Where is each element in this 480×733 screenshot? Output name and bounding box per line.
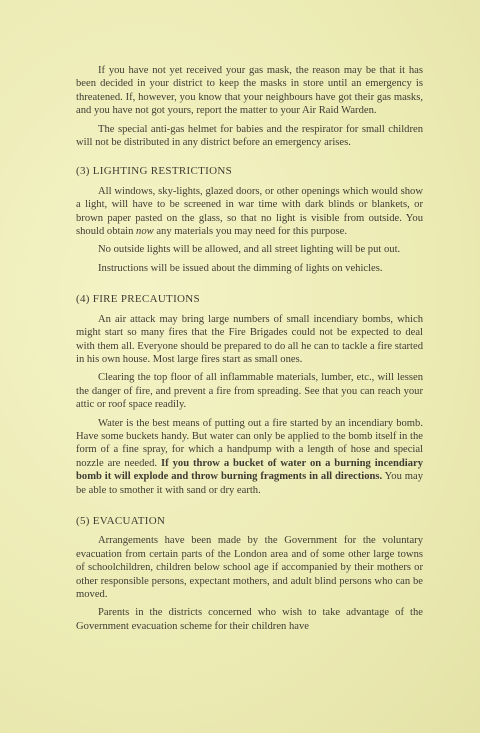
fire-paragraph-water [76, 417, 423, 497]
heading-evacuation: (5) EVACUATION [76, 514, 166, 527]
heading-fire-precautions: (4) FIRE PRECAUTIONS [76, 293, 200, 306]
fire-paragraph-air-attack: An air attack may bring large numbers of small incendiary bombs, which might start so many fires that the Fire Brigades could not be expected to deal with them all. Everyone should be prepared to do all he can to tackle a fire started in his own house. Most large fires start as small ones. [76, 313, 423, 365]
heading-lighting-restrictions: (3) LIGHTING RESTRICTIONS [76, 165, 232, 178]
evacuation-paragraph-parents: Parents in the districts concerned who wish to take advantage of the Government evacuation scheme for their children have [76, 607, 423, 632]
evacuation-paragraph-arrangements: Arrangements have been made by the Government for the voluntary evacuation from certain parts of the London area and of some other large towns of schoolchildren, children below school age if accompanied by their mothers or other responsible persons, expectant mothers, and adult blind persons who can be moved. [76, 535, 423, 600]
lighting-paragraph-outside: No outside lights will be allowed, and all street lighting will be put out. [98, 244, 401, 256]
lighting-text-b: any materials you may need for this purpose. [153, 226, 347, 238]
fire-paragraph-clearing: Clearing the top floor of all inflammable materials, lumber, etc., will lessen the danger of fire, and prevent a fire from spreading. See that you can reach your attic or roof space readily. [76, 372, 423, 411]
intro-paragraph-gas-mask: If you have not yet received your gas mask, the reason may be that it has been decided in your district to keep the masks in store until an emergency is threatened. If, however, you know that your neighbours have got their gas masks, and you have not got yours, report the matter to your Air Raid Warden. [76, 65, 423, 117]
fire-text-a: Water is the best means of putting out a fire started by an incendiary bomb. Have some buckets handy. But water can only be applied to the bomb itself in the form of a fine spray, for which a handpump with a length of hose and special nozzle are needed. [76, 417, 423, 469]
lighting-paragraph-vehicles: Instructions will be issued about the dimming of lights on vehicles. [98, 262, 383, 274]
lighting-paragraph-windows [76, 185, 423, 239]
leaflet-page [76, 64, 423, 638]
fire-warning-bold: If you throw a bucket of water on a burning incendiary bomb it will explode and throw burning fragments in all directions. [76, 457, 423, 483]
lighting-text-a: All windows, sky-lights, glazed doors, or other openings which would show a light, will have to be screened in war time with dark blinds or blankets, or brown paper pasted on the glass, so that no light is visible from outside. You should obtain [76, 185, 423, 238]
lighting-emphasis-now: now [136, 226, 154, 238]
fire-text-b: You may be able to smother it with sand or dry earth. [76, 471, 424, 496]
intro-paragraph-anti-gas-helmet: The special anti-gas helmet for babies and the respirator for small children will not be distributed in any district before an emergency arises. [76, 123, 423, 149]
